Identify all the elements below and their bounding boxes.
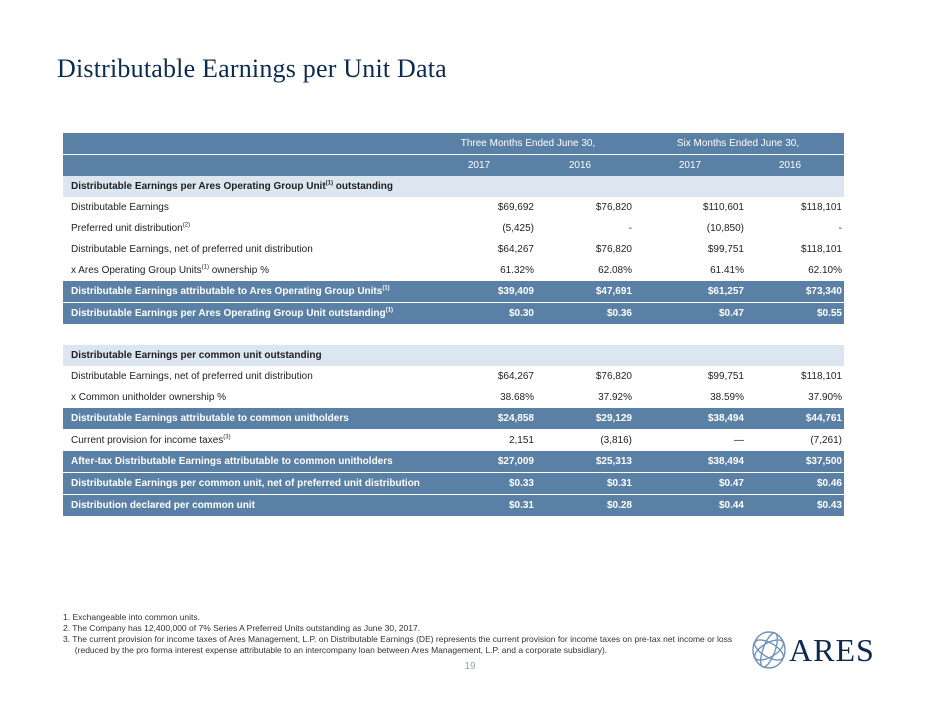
- row-value: (7,261): [810, 435, 842, 446]
- row-value: (3,816): [600, 435, 632, 446]
- row-value: $47,691: [595, 286, 632, 297]
- row-value: 38.59%: [710, 392, 744, 403]
- row-value: $39,409: [497, 286, 534, 297]
- section-title: Distributable Earnings per Ares Operating Group Unit$^{(1)}$ outstanding: [71, 180, 394, 192]
- row-value: $64,267: [497, 244, 534, 255]
- row-value: $0.55: [816, 308, 842, 319]
- row-value: $118,101: [801, 244, 842, 255]
- row-value: $0.36: [606, 308, 632, 319]
- row-value: 62.10%: [808, 265, 842, 276]
- table-row: [63, 366, 844, 387]
- row-value: $44,761: [805, 413, 842, 424]
- table-row: [63, 239, 844, 260]
- row-value: $0.31: [508, 500, 534, 511]
- row-value: 37.92%: [598, 392, 632, 403]
- row-value: $0.47: [718, 478, 744, 489]
- row-label: Distributable Earnings attributable to common unitholders: [71, 413, 349, 424]
- row-value: $25,313: [595, 456, 632, 467]
- row-value: $29,129: [595, 413, 632, 424]
- logo-wordmark: ARES: [789, 632, 875, 668]
- row-label: Distributable Earnings per Ares Operating Group Unit outstanding$^{(1)}$: [71, 307, 393, 319]
- row-value: $38,494: [707, 456, 744, 467]
- earnings-table: [63, 133, 844, 517]
- row-value: $24,858: [497, 413, 534, 424]
- row-label: After-tax Distributable Earnings attributable to common unitholders: [71, 456, 393, 467]
- row-value: $37,500: [805, 456, 842, 467]
- row-value: $73,340: [805, 286, 842, 297]
- row-value: $0.28: [606, 500, 632, 511]
- row-value: $0.31: [606, 478, 632, 489]
- row-label: Distribution declared per common unit: [71, 500, 255, 511]
- section-title: Distributable Earnings per common unit outstanding: [71, 350, 322, 361]
- year-header: 2016: [568, 160, 592, 171]
- table-year-header-row: [63, 154, 844, 176]
- header-three-months: Three Months Ended June 30,: [424, 133, 632, 154]
- row-value: $0.30: [508, 308, 534, 319]
- year-header: 2016: [778, 160, 802, 171]
- row-value: $76,820: [595, 244, 632, 255]
- globe-icon: [749, 628, 789, 672]
- row-label: Distributable Earnings: [71, 202, 169, 213]
- year-header: 2017: [467, 160, 491, 171]
- row-label: Distributable Earnings per common unit, net of preferred unit distribution: [71, 478, 420, 489]
- table-row: [63, 197, 844, 218]
- row-value: $0.47: [718, 308, 744, 319]
- section-header: [63, 176, 844, 197]
- header-spacer: [63, 133, 424, 154]
- ares-logo: [749, 628, 889, 674]
- row-value: 2,151: [508, 435, 534, 446]
- row-value: $99,751: [707, 244, 744, 255]
- row-label: Preferred unit distribution$^{(2)}$: [71, 222, 191, 234]
- row-label: x Ares Operating Group Units$^{(1)}$ ownership %: [71, 264, 269, 276]
- row-value: $76,820: [595, 202, 632, 213]
- header-six-months: Six Months Ended June 30,: [632, 133, 844, 154]
- row-value: $64,267: [497, 371, 534, 382]
- row-value: 37.90%: [808, 392, 842, 403]
- row-value: $69,692: [497, 202, 534, 213]
- footnote: 1. Exchangeable into common units.: [63, 612, 201, 622]
- row-value: (10,850): [706, 223, 744, 234]
- table-row: [63, 218, 844, 239]
- table-row: [63, 303, 844, 325]
- row-label: Distributable Earnings, net of preferred unit distribution: [71, 371, 313, 382]
- table-row: [63, 260, 844, 281]
- row-value: $38,494: [707, 413, 744, 424]
- row-value: $110,601: [703, 202, 744, 213]
- row-value: $0.46: [816, 478, 842, 489]
- row-value: $99,751: [707, 371, 744, 382]
- row-value: —: [734, 435, 744, 446]
- footnote: (reduced by the pro forma interest expense attributable to an intercompany loan between Ares Management, L.P. and a corporate subsidiary).: [63, 645, 608, 655]
- row-value: $0.33: [508, 478, 534, 489]
- row-value: 38.68%: [500, 392, 534, 403]
- year-header: 2017: [678, 160, 702, 171]
- row-value: 61.41%: [710, 265, 744, 276]
- row-label: Distributable Earnings, net of preferred unit distribution: [71, 244, 313, 255]
- row-value: $0.43: [816, 500, 842, 511]
- table-row: [63, 473, 844, 495]
- row-label: Distributable Earnings attributable to Ares Operating Group Units$^{(1)}$: [71, 285, 390, 297]
- table-row: [63, 281, 844, 303]
- row-value: (5,425): [502, 223, 534, 234]
- row-value: $27,009: [497, 456, 534, 467]
- section-header: [63, 345, 844, 366]
- table-row: [63, 387, 844, 408]
- row-label: x Common unitholder ownership %: [71, 392, 227, 403]
- page-title: Distributable Earnings per Unit Data: [57, 54, 447, 83]
- row-value: 62.08%: [598, 265, 632, 276]
- table-spacer: [63, 325, 844, 345]
- footnote: 2. The Company has 12,400,000 of 7% Series A Preferred Units outstanding as June 30, 2017.: [63, 623, 421, 633]
- row-value: $118,101: [801, 202, 842, 213]
- table-row: [63, 495, 844, 517]
- footnotes: [63, 612, 732, 656]
- row-value: $118,101: [801, 371, 842, 382]
- table-group-header-row: [63, 133, 844, 154]
- table-row: [63, 451, 844, 473]
- row-value: -: [838, 223, 842, 234]
- row-value: 61.32%: [500, 265, 534, 276]
- page-number: 19: [464, 661, 476, 672]
- footnote: 3. The current provision for income taxes of Ares Management, L.P. on Distributable Earnings (DE) represents the current provision for income taxes on pre-tax net income or loss: [63, 634, 733, 644]
- row-label: Current provision for income taxes$^{(3)}$: [71, 434, 231, 446]
- row-value: $76,820: [595, 371, 632, 382]
- row-value: -: [628, 223, 632, 234]
- row-value: $0.44: [718, 500, 744, 511]
- table-row: [63, 430, 844, 451]
- table-row: [63, 408, 844, 430]
- row-value: $61,257: [707, 286, 744, 297]
